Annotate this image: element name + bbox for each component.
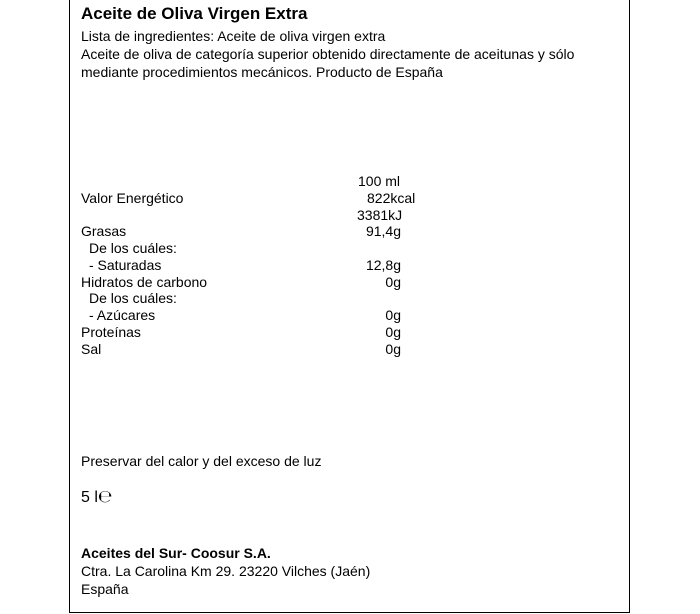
nutrient-value-protein: 0g (385, 324, 401, 340)
nutrient-label-fat: Grasas (81, 223, 127, 239)
nutrient-value-saturated: 12,8g (365, 257, 401, 273)
nutrient-value-salt: 0g (385, 341, 401, 357)
product-title: Aceite de Oliva Virgen Extra (81, 4, 308, 23)
nutrition-header-100ml: 100 ml (358, 173, 401, 189)
nutrient-sublabel-fat: De los cuáles: (89, 240, 177, 256)
description-line-2: mediante procedimientos mecánicos. Producto de España (81, 64, 443, 80)
nutrient-sublabel-carbs: De los cuáles: (89, 290, 177, 306)
nutrient-label-saturated: - Saturadas (89, 257, 162, 273)
nutrient-value-sugars: 0g (385, 307, 401, 323)
ingredients-list: Lista de ingredientes: Aceite de oliva virgen extra (81, 28, 386, 44)
storage-instructions: Preservar del calor y del exceso de luz (81, 453, 322, 469)
energy-kj: 3381kJ (357, 207, 403, 223)
company-country: España (81, 581, 129, 597)
nutrient-label-salt: Sal (81, 341, 102, 357)
nutrient-label-carbs: Hidratos de carbono (81, 274, 208, 290)
volume (81, 489, 112, 506)
description-line-1: Aceite de oliva de categoría superior obtenido directamente de aceitunas y sólo (81, 46, 575, 62)
nutrient-label-protein: Proteínas (81, 324, 141, 340)
company-name: Aceites del Sur- Coosur S.A. (81, 545, 271, 561)
nutrient-value-fat: 91,4g (365, 223, 401, 239)
energy-kcal: 822kcal (367, 190, 416, 206)
company-address: Ctra. La Carolina Km 29. 23220 Vilches (Jaén) (81, 563, 371, 579)
volume-amount: 5 l (81, 489, 98, 506)
estimated-sign-icon: ℮ (97, 487, 113, 507)
nutrient-value-carbs: 0g (385, 274, 401, 290)
energy-label: Valor Energético (81, 190, 184, 206)
nutrient-label-sugars: - Azúcares (89, 307, 156, 323)
